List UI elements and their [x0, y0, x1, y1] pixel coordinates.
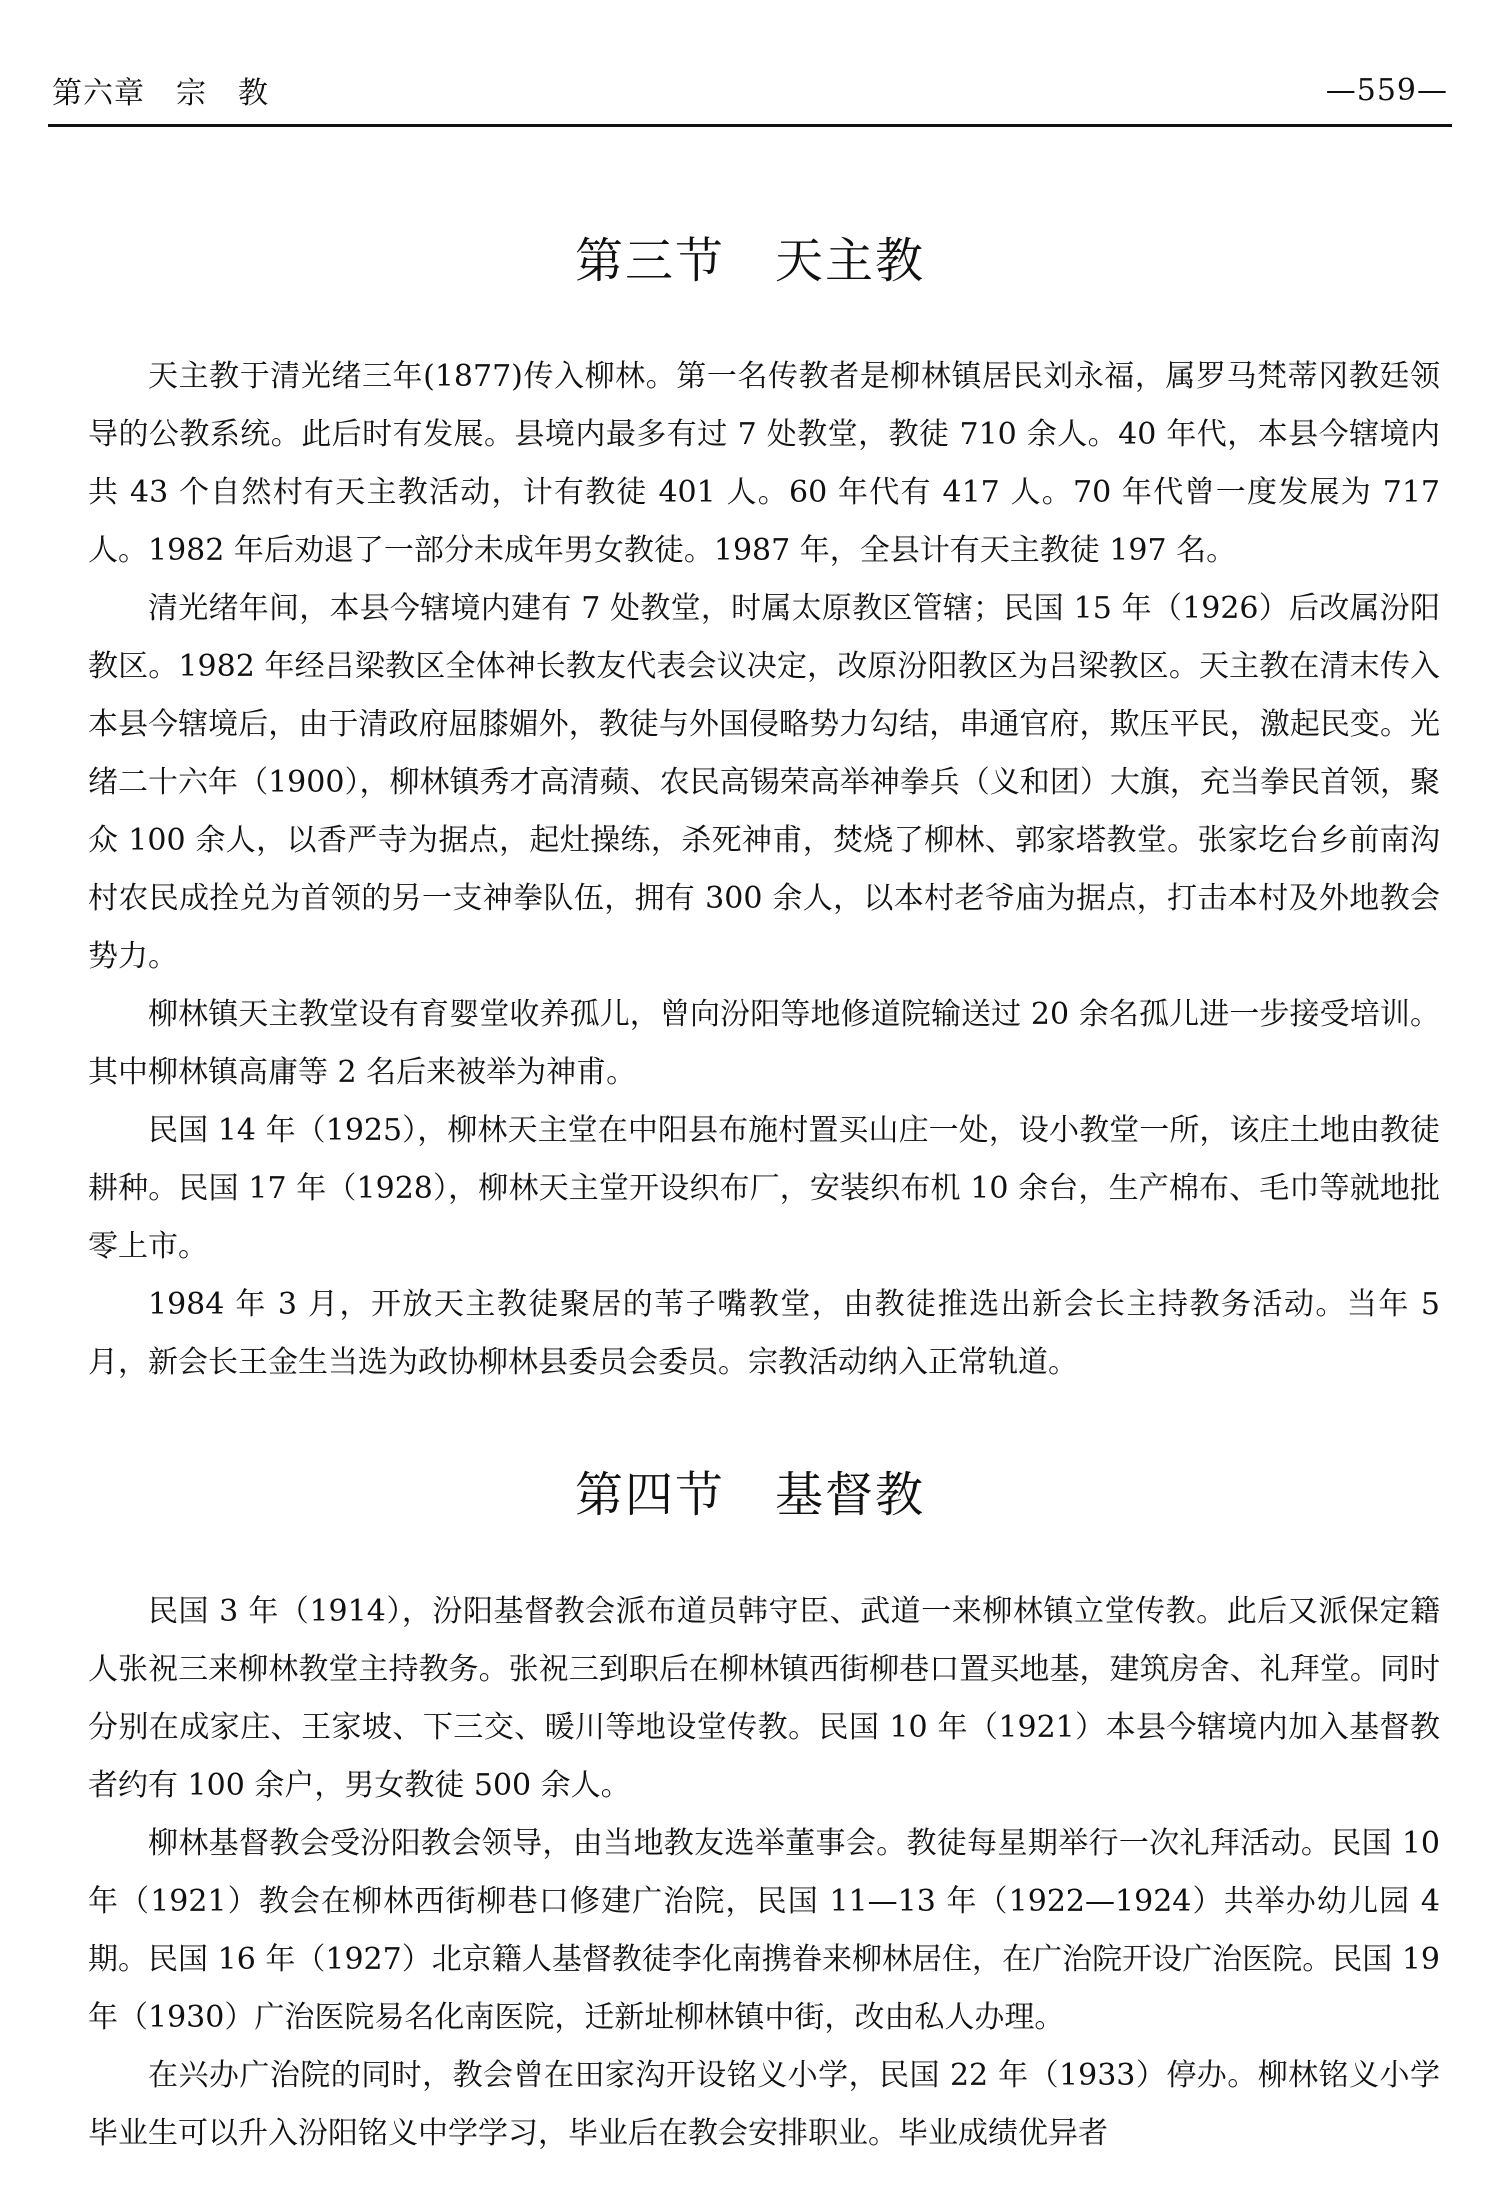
- page-number: —559—: [1325, 72, 1448, 108]
- paragraph: 1984 年 3 月，开放天主教徒聚居的苇子嘴教堂，由教徒推选出新会长主持教务活动。当年 5 月，新会长王金生当选为政协柳林县委员会委员。宗教活动纳入正常轨道。: [88, 1287, 1440, 1380]
- section-title-catholicism: 第三节 天主教: [574, 233, 925, 289]
- paragraph: 天主教于清光绪三年(1877)传入柳林。第一名传教者是柳林镇居民刘永福，属罗马梵蒂冈教廷领导的公教系统。此后时有发展。县境内最多有过 7 处教堂，教徒 710 余人。40 年代，本县今辖境内共 43 个自然村有天主教活动，计有教徒 401 人。60 年代有 417 人。70 年代曾一度发展为 717 人。1982 年后劝退了一部分未成年男女教徒。1987 年，全县计有天主教徒 197 名。: [88, 359, 1440, 568]
- paragraph: 柳林基督教会受汾阳教会领导，由当地教友选举董事会。教徒每星期举行一次礼拜活动。民国 10 年（1921）教会在柳林西街柳巷口修建广治院，民国 11—13 年（1922—1924）共举办幼儿园 4 期。民国 16 年（1927）北京籍人基督教徒李化南携眷来柳林居住，在广治院开设广治医院。民国 19 年（1930）广治医院易名化南医院，迁新址柳林镇中街，改由私人办理。: [88, 1826, 1440, 2035]
- section-title-christianity: 第四节 基督教: [574, 1467, 925, 1523]
- section-body-catholicism: [88, 348, 1440, 1392]
- paragraph: 柳林镇天主教堂设有育婴堂收养孤儿，曾向汾阳等地修道院输送过 20 余名孤儿进一步接受培训。其中柳林镇高庸等 2 名后来被举为神甫。: [88, 997, 1440, 1090]
- header-divider: [48, 124, 1452, 127]
- section-body-christianity: [88, 1583, 1440, 2163]
- paragraph: 民国 14 年（1925），柳林天主堂在中阳县布施村置买山庄一处，设小教堂一所，该庄土地由教徒耕种。民国 17 年（1928），柳林天主堂开设织布厂，安装织布机 10 余台，生产棉布、毛巾等就地批零上市。: [88, 1113, 1440, 1264]
- running-header: [52, 62, 1448, 118]
- paragraph: 清光绪年间，本县今辖境内建有 7 处教堂，时属太原教区管辖；民国 15 年（1926）后改属汾阳教区。1982 年经吕梁教区全体神长教友代表会议决定，改原汾阳教区为吕梁教区。天主教在清末传入本县今辖境后，由于清政府屈膝媚外，教徒与外国侵略势力勾结，串通官府，欺压平民，激起民变。光绪二十六年（1900），柳林镇秀才高清𬞟、农民高锡荣高举神拳兵（义和团）大旗，充当拳民首领，聚众 100 余人，以香严寺为据点，起灶操练，杀死神甫，焚烧了柳林、郭家塔教堂。张家圪台乡前南沟村农民成拴兑为首领的另一支神拳队伍，拥有 300 余人，以本村老爷庙为据点，打击本村及外地教会势力。: [88, 591, 1440, 974]
- paragraph: 在兴办广治院的同时，教会曾在田家沟开设铭义小学，民国 22 年（1933）停办。柳林铭义小学毕业生可以升入汾阳铭义中学学习，毕业后在教会安排职业。毕业成绩优异者: [88, 2058, 1440, 2151]
- chapter-title: 第六章 宗 教: [52, 76, 269, 111]
- paragraph: 民国 3 年（1914），汾阳基督教会派布道员韩守臣、武道一来柳林镇立堂传教。此后又派保定籍人张祝三来柳林教堂主持教务。张祝三到职后在柳林镇西街柳巷口置买地基，建筑房舍、礼拜堂。同时分别在成家庄、王家坡、下三交、暖川等地设堂传教。民国 10 年（1921）本县今辖境内加入基督教者约有 100 余户，男女教徒 500 余人。: [88, 1594, 1440, 1803]
